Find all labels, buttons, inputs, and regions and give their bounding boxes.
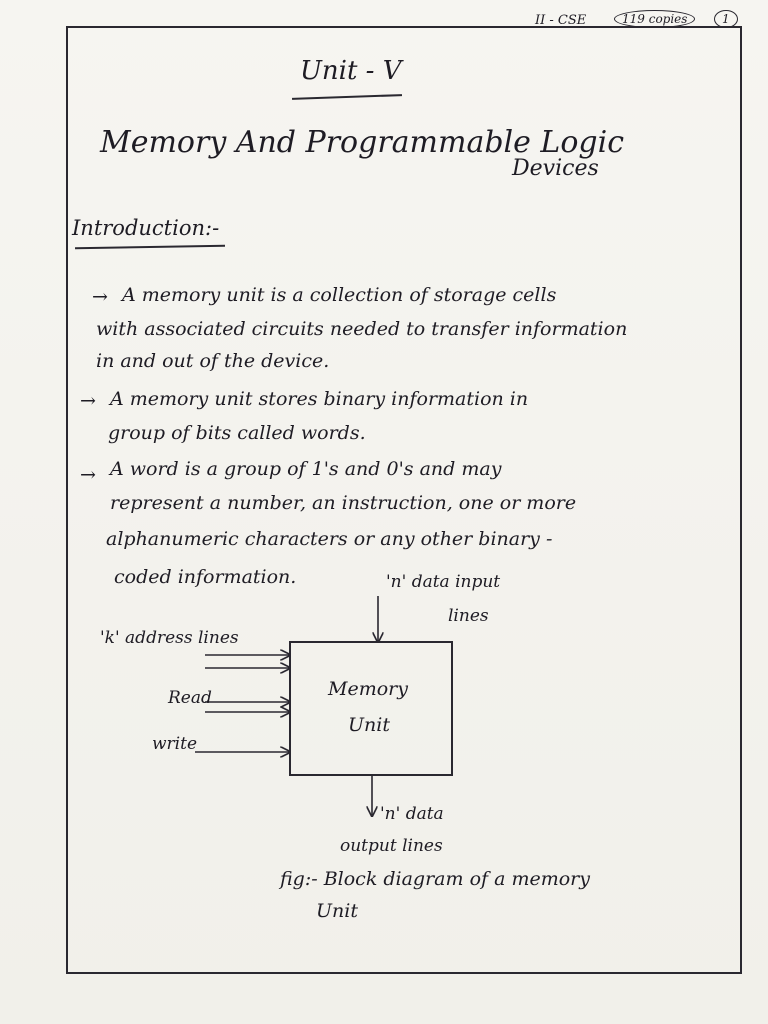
write-label: write [152, 734, 198, 754]
bullet-1-line-1: A memory unit is a collection of storage cells [122, 284, 557, 306]
bullet-3-line-2: represent a number, an instruction, one or more [110, 492, 577, 514]
read-label: Read [168, 688, 212, 708]
copies-tag: 119 copies [614, 10, 695, 28]
bullet-3-line-4: coded information. [114, 566, 297, 588]
bullet-marker: → [92, 286, 108, 308]
main-title-continued: Devices [512, 156, 599, 181]
bullet-1-line-2: with associated circuits needed to transfer information [96, 318, 628, 340]
figure-caption-cont: Unit [316, 900, 358, 922]
bullet-3-line-3: alphanumeric characters or any other binary - [106, 528, 553, 550]
figure-caption: fig:- Block diagram of a memory [280, 868, 590, 890]
intro-heading: Introduction:- [72, 216, 220, 240]
address-lines-label: 'k' address lines [100, 628, 239, 648]
bullet-marker: → [80, 390, 96, 412]
memory-box-label-2: Unit [348, 714, 390, 736]
course-tag: II - CSE [535, 13, 587, 28]
bullet-3-line-1: A word is a group of 1's and 0's and may [110, 458, 502, 480]
page-number: 1 [714, 10, 738, 28]
bullet-marker: → [80, 464, 96, 486]
bullet-2-line-2: group of bits called words. [108, 422, 366, 444]
bullet-1-line-3: in and out of the device. [96, 350, 330, 372]
main-title: Memory And Programmable Logic [100, 125, 625, 160]
unit-title: Unit - V [300, 56, 402, 86]
data-output-label: 'n' data [380, 804, 444, 824]
bullet-2-line-1: A memory unit stores binary information in [110, 388, 529, 410]
data-output-label-cont: output lines [340, 836, 443, 856]
memory-box-label-1: Memory [328, 678, 408, 700]
data-input-label: 'n' data input [386, 572, 501, 592]
data-input-label-cont: lines [448, 606, 489, 626]
